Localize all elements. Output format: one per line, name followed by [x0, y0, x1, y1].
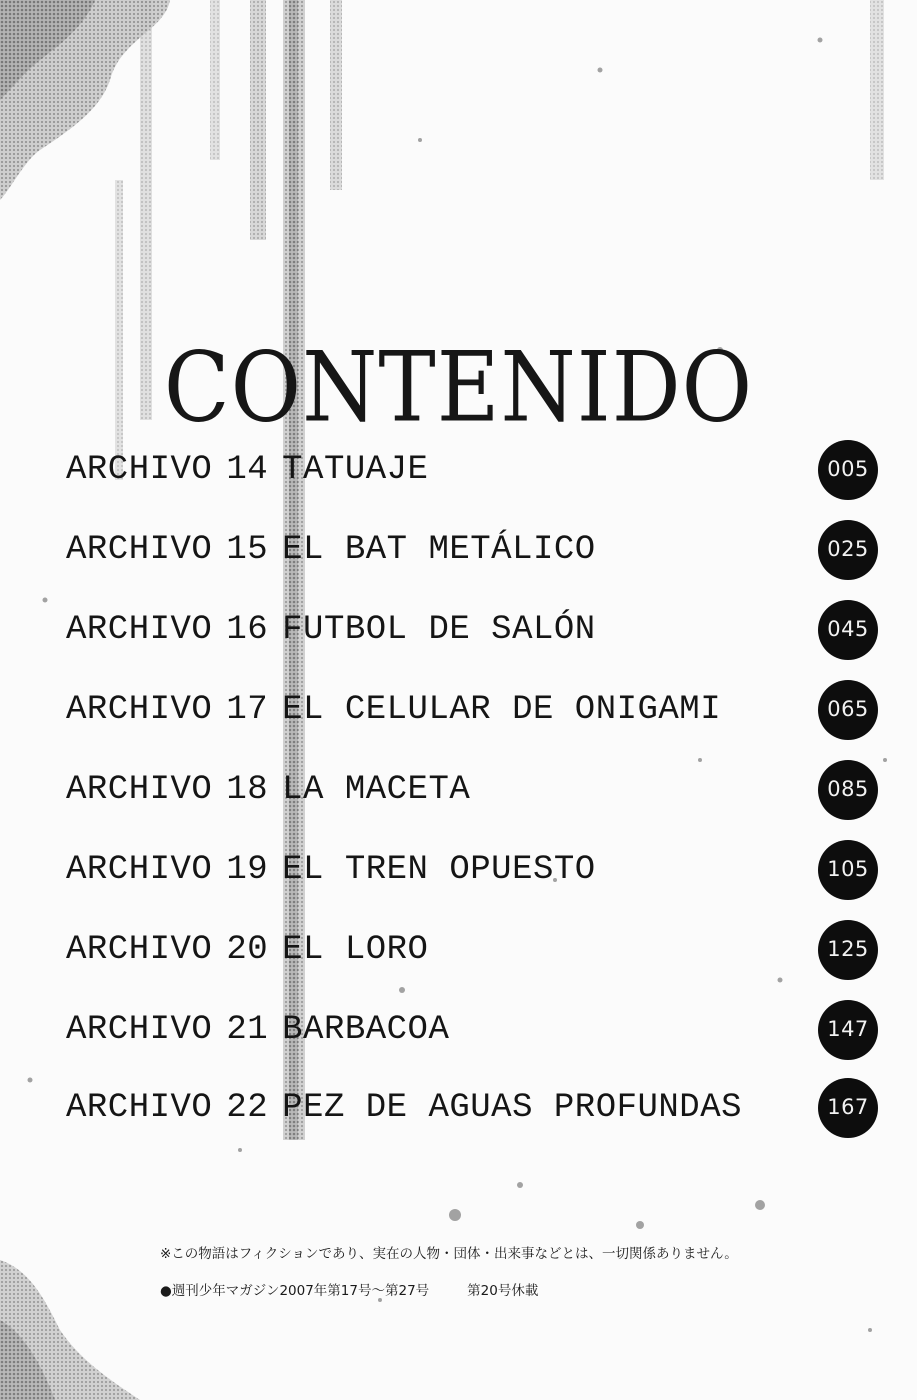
entry-name: FUTBOL DE SALÓN [282, 611, 596, 649]
page-number-badge: 025 [818, 520, 878, 580]
toc-entry-text [66, 520, 596, 580]
entry-label: ARCHIVO [66, 931, 213, 969]
entry-name: EL LORO [282, 931, 429, 969]
toc-entry-text [66, 1078, 742, 1138]
toc-entry-text [66, 1000, 449, 1060]
toc-entry-text [66, 680, 721, 740]
toc-entry[interactable] [66, 760, 896, 820]
page-number-badge: 065 [818, 680, 878, 740]
entry-label: ARCHIVO [66, 691, 213, 729]
serialization-info: ●週刊少年マガジン2007年第17号〜第27号 [160, 1283, 430, 1299]
entry-number: 22 [226, 1089, 269, 1127]
entry-number: 17 [226, 691, 269, 729]
toc-entry[interactable] [66, 1000, 896, 1060]
entry-label: ARCHIVO [66, 611, 213, 649]
toc-entry[interactable] [66, 920, 896, 980]
entry-number: 20 [226, 931, 269, 969]
toc-entry-text [66, 600, 596, 660]
entry-number: 19 [226, 851, 269, 889]
entry-name: LA MACETA [282, 771, 471, 809]
entry-label: ARCHIVO [66, 771, 213, 809]
page-number-badge: 085 [818, 760, 878, 820]
entry-number: 18 [226, 771, 269, 809]
fiction-disclaimer: ※この物語はフィクションであり、実在の人物・団体・出来事などとは、一切関係ありません。 [160, 1246, 738, 1262]
toc-entry[interactable] [66, 680, 896, 740]
page-title: CONTENIDO [163, 331, 754, 444]
entry-label: ARCHIVO [66, 1011, 213, 1049]
entry-label: ARCHIVO [66, 451, 213, 489]
entry-label: ARCHIVO [66, 1089, 213, 1127]
entry-name: BARBACOA [282, 1011, 450, 1049]
page-number-badge: 005 [818, 440, 878, 500]
entry-label: ARCHIVO [66, 531, 213, 569]
entry-number: 14 [226, 451, 269, 489]
toc-entry[interactable] [66, 520, 896, 580]
toc-entry-text [66, 920, 428, 980]
toc-entry[interactable] [66, 1078, 896, 1138]
entry-name: EL TREN OPUESTO [282, 851, 596, 889]
serialization-note [160, 1281, 738, 1301]
toc-entry[interactable] [66, 600, 896, 660]
page-number-badge: 045 [818, 600, 878, 660]
hiatus-note: 第20号休載 [467, 1283, 539, 1299]
entry-name: TATUAJE [282, 451, 429, 489]
entry-name: EL CELULAR DE ONIGAMI [282, 691, 722, 729]
toc-entry-text [66, 760, 470, 820]
entry-name: EL BAT METÁLICO [282, 531, 596, 569]
page-number-badge: 167 [818, 1078, 878, 1138]
entry-label: ARCHIVO [66, 851, 213, 889]
entry-name: PEZ DE AGUAS PROFUNDAS [282, 1089, 743, 1127]
toc-entry[interactable] [66, 840, 896, 900]
entry-number: 15 [226, 531, 269, 569]
page-number-badge: 105 [818, 840, 878, 900]
toc-entry[interactable] [66, 440, 896, 500]
page-number-badge: 147 [818, 1000, 878, 1060]
footnotes [160, 1244, 738, 1301]
entry-number: 21 [226, 1011, 269, 1049]
page-number-badge: 125 [818, 920, 878, 980]
toc-entry-text [66, 840, 596, 900]
toc-entry-text [66, 440, 428, 500]
entry-number: 16 [226, 611, 269, 649]
